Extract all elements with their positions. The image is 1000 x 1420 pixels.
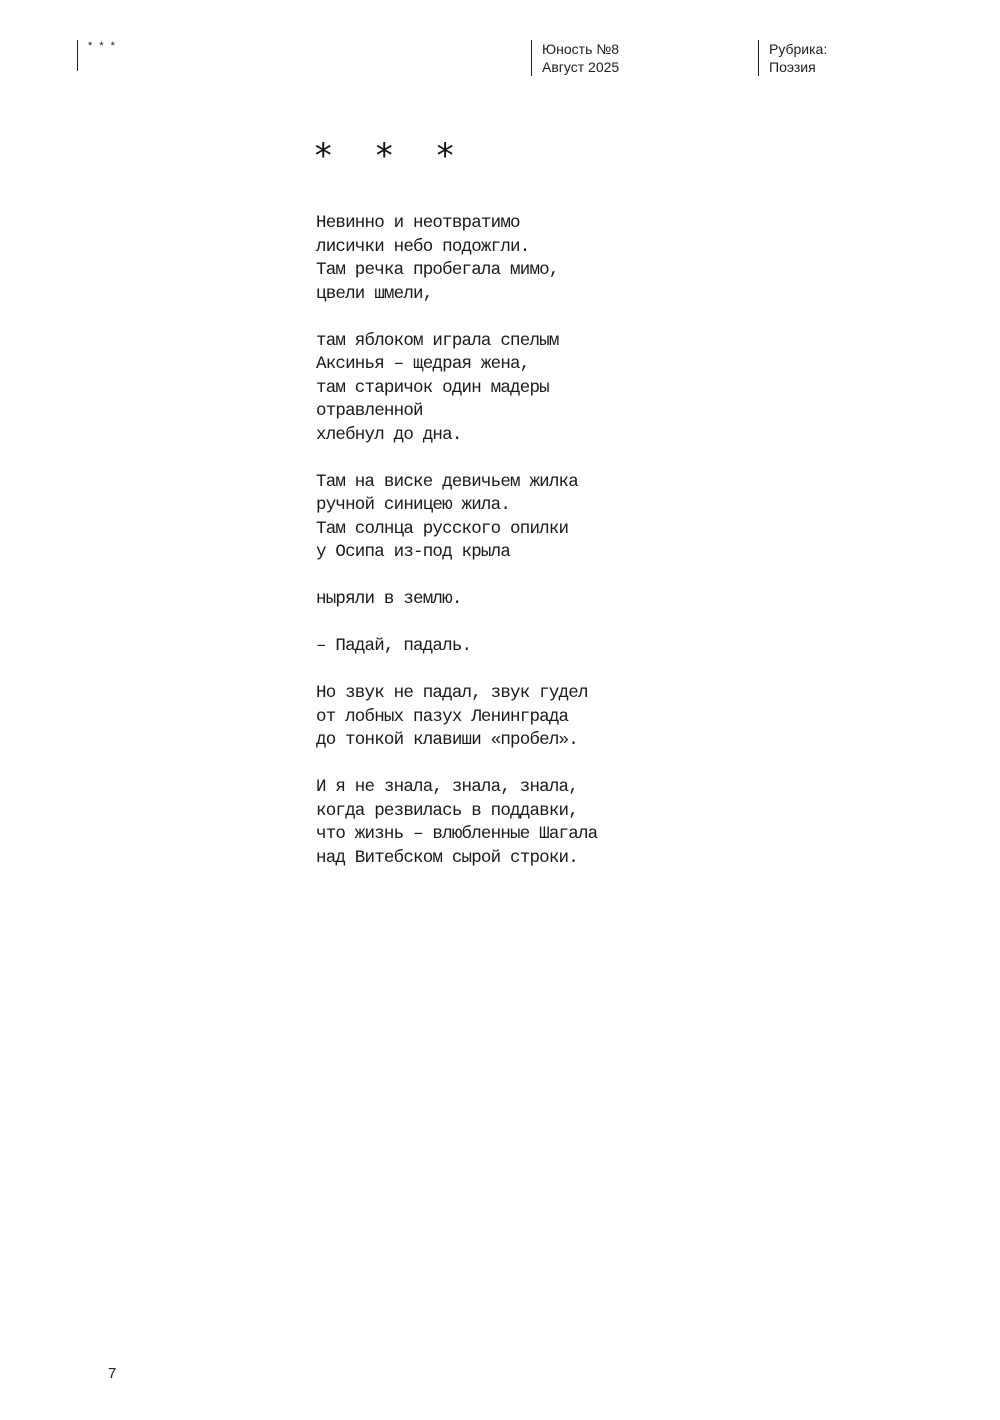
rubric-info xyxy=(758,40,827,76)
poem-line: Но звук не падал, звук гудел xyxy=(316,683,588,703)
poem-line: Аксинья – щедрая жена, xyxy=(316,354,530,374)
stanza xyxy=(316,471,876,565)
poem-line: ныряли в землю. xyxy=(316,589,462,609)
poem-body xyxy=(316,212,876,894)
poem-line: что жизнь – влюбленные Шагала xyxy=(316,824,598,844)
poem-line: отравленной xyxy=(316,401,423,421)
stanza xyxy=(316,588,876,612)
issue-number: Юность №8 xyxy=(542,41,620,57)
poem-line: Там на виске девичьем жилка xyxy=(316,471,578,492)
poem-line: лисички небо подожгли. xyxy=(316,236,530,257)
poem-title: * * * xyxy=(313,136,466,176)
stanza xyxy=(316,635,876,659)
poem-line: хлебнул до дна. xyxy=(316,424,462,445)
poem-line: когда резвилась в поддавки, xyxy=(316,800,578,821)
poem-line: там яблоком играла спелым xyxy=(316,330,559,351)
poem-line: И я не знала, знала, знала, xyxy=(316,777,578,797)
page-number: 7 xyxy=(108,1365,117,1382)
issue-info xyxy=(531,40,619,76)
section-mark: * * * xyxy=(77,40,117,71)
poem-line: Там солнца русского опилки xyxy=(316,518,569,539)
poem-line: там старичок один мадеры xyxy=(316,377,549,398)
poem-line: цвели шмели, xyxy=(316,283,433,304)
poem-line: – Падай, падаль. xyxy=(316,636,472,656)
stanza xyxy=(316,682,876,753)
poem-line: над Витебском сырой строки. xyxy=(316,847,578,868)
poem-line: у Осипа из-под крыла xyxy=(316,542,511,562)
rubric-value: Поэзия xyxy=(769,59,816,75)
poem-line: Невинно и неотвратимо xyxy=(316,213,520,233)
poem-line: от лобных пазух Ленинграда xyxy=(316,706,569,727)
stanza xyxy=(316,776,876,870)
rubric-label: Рубрика: xyxy=(769,41,828,57)
stanza xyxy=(316,330,876,448)
issue-date: Август 2025 xyxy=(542,59,620,75)
stanza xyxy=(316,212,876,306)
poem-line: до тонкой клавиши «пробел». xyxy=(316,730,578,750)
poem-line: Там речка пробегала мимо, xyxy=(316,260,559,280)
poem-line: ручной синицею жила. xyxy=(316,495,511,515)
